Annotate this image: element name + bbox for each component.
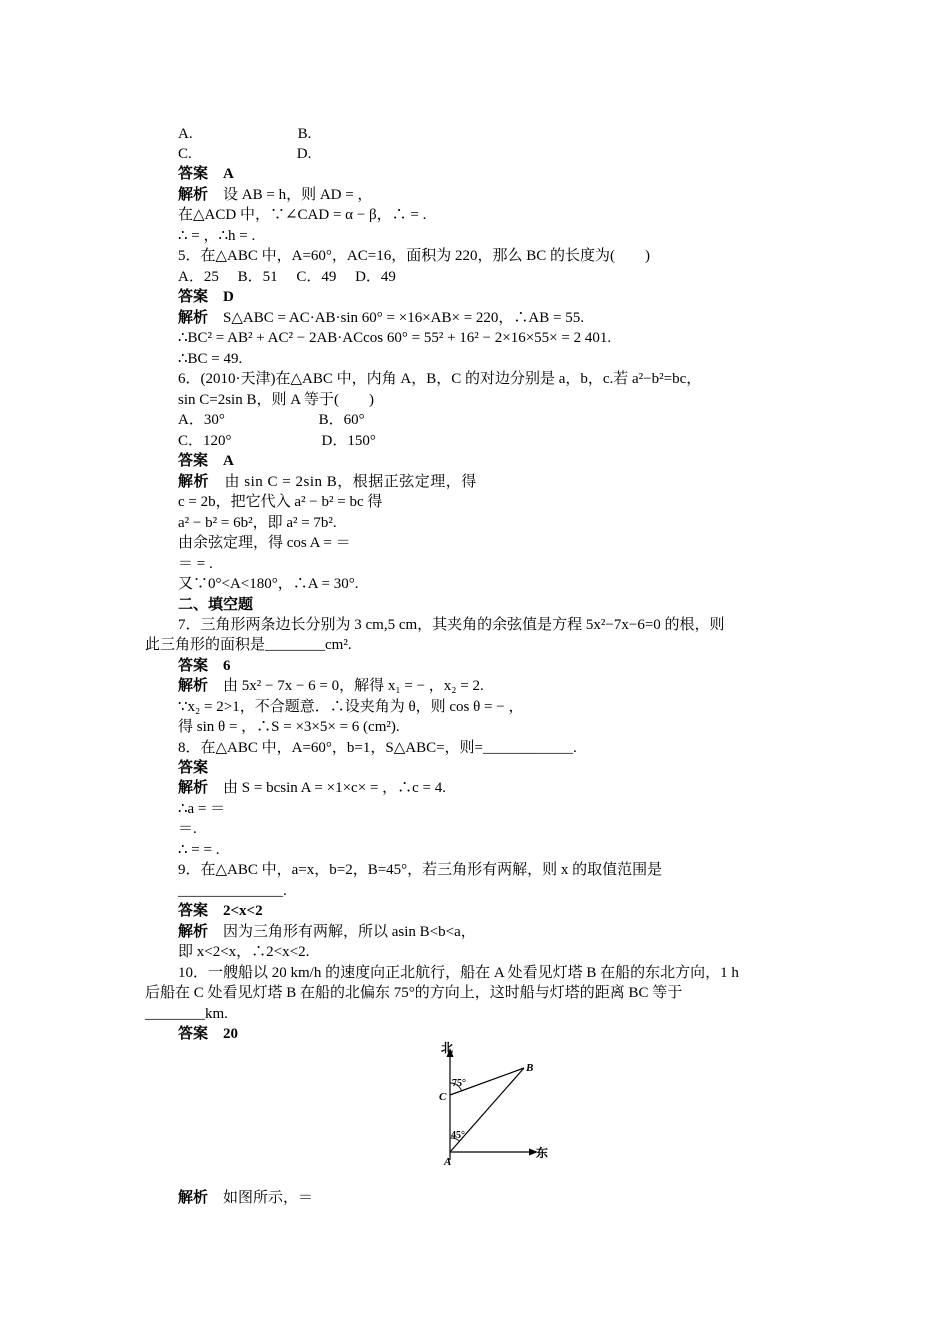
analysis-line: ∴a = ＝ [178, 801, 226, 817]
analysis-line: 解析 设 AB = h，则 AD = ， [178, 187, 373, 203]
question-10-blank: ________km. [145, 1006, 228, 1022]
point-c-label: C [439, 1091, 447, 1103]
analysis-line: ∴BC = 49. [178, 351, 243, 367]
question-9-blank: ______________. [178, 883, 287, 899]
question-7: 7．三角形两条边长分别为 3 cm,5 cm，其夹角的余弦值是方程 5x²−7x−6=0 的根，则 [178, 617, 725, 633]
analysis-line: 解析 因为三角形有两解，所以 asin B<b<a， [178, 924, 476, 940]
analysis-line: 在△ACD 中，∵∠CAD = α − β，∴ = . [178, 207, 427, 223]
question-6-choices-cd: C．120° D．150° [178, 433, 376, 449]
analysis-line: 即 x<2<x，∴2<x<2. [178, 944, 310, 960]
question-10-cont: 后船在 C 处看见灯塔 B 在船的北偏东 75°的方向上，这时船与灯塔的距离 BC 等于 [145, 985, 683, 1001]
question-5: 5．在△ABC 中，A=60°，AC=16，面积为 220，那么 BC 的长度为( ) [178, 248, 650, 264]
question-6: 6．(2010·天津)在△ABC 中，内角 A，B，C 的对边分别是 a，b，c.若 a²−b²=bc， [178, 371, 702, 387]
analysis-line: 解析 由 sin C = 2sin B，根据正弦定理，得 [178, 474, 477, 490]
analysis-line: 由余弦定理，得 cos A = ＝ [178, 535, 351, 551]
analysis-line: 解析 由 S = bcsin A = ×1×c× = ，∴c = 4. [178, 780, 446, 796]
answer-label: 答案 A [178, 453, 234, 469]
analysis-line: 解析 由 5x² − 7x − 6 = 0，解得 x₁ = − ，x₂ = 2. [178, 678, 484, 694]
lighthouse-diagram [436, 1040, 556, 1168]
analysis-line: 又∵0°<A<180°，∴A = 30°. [178, 576, 359, 592]
choice-line-ab: A. B. [178, 126, 312, 142]
angle-a-label: 45° [451, 1130, 465, 1141]
analysis-line: ∴ = ，∴h = . [178, 228, 256, 244]
question-8: 8．在△ABC 中，A=60°，b=1，S△ABC=，则=____________. [178, 740, 577, 756]
analysis-line: 解析 S△ABC = AC·AB·sin 60° = ×16×AB× = 220，∴AB = 55. [178, 310, 584, 326]
angle-c-label: 75° [452, 1078, 466, 1089]
analysis-line: 得 sin θ = ，∴S = ×3×5× = 6 (cm²). [178, 719, 400, 735]
question-7-cont: 此三角形的面积是________cm². [145, 637, 352, 653]
analysis-line: a² − b² = 6b²，即 a² = 7b². [178, 515, 337, 531]
analysis-line: 解析 如图所示，＝ [178, 1190, 314, 1206]
north-label: 北 [441, 1041, 454, 1055]
question-5-choices: A．25 B．51 C．49 D．49 [178, 269, 396, 285]
analysis-line: ＝. [178, 821, 197, 837]
analysis-line: ＝ = . [178, 556, 213, 572]
question-9: 9．在△ABC 中，a=x，b=2，B=45°，若三角形有两解，则 x 的取值范围是 [178, 862, 663, 878]
question-6-choices-ab: A．30° B．60° [178, 412, 365, 428]
question-10: 10．一艘船以 20 km/h 的速度向正北航行，船在 A 处看见灯塔 B 在船的东北方向，1 h [178, 965, 739, 981]
east-label: 东 [536, 1146, 549, 1160]
choice-line-cd: C. D. [178, 146, 312, 162]
question-6-cont: sin C=2sin B，则 A 等于( ) [178, 392, 374, 408]
analysis-line: ∵x₂ = 2>1，不合题意．∴设夹角为 θ，则 cos θ = − ， [178, 699, 524, 715]
answer-label: 答案 2<x<2 [178, 903, 263, 919]
answer-label: 答案 [178, 760, 209, 776]
answer-label: 答案 A [178, 166, 234, 182]
section-heading: 二、填空题 [178, 597, 254, 613]
analysis-line: c = 2b，把它代入 a² − b² = bc 得 [178, 494, 383, 510]
analysis-line: ∴ = = . [178, 842, 220, 858]
point-a-label: A [444, 1156, 452, 1168]
point-b-label: B [526, 1062, 534, 1074]
analysis-line: ∴BC² = AB² + AC² − 2AB·ACcos 60° = 55² + 16² − 2×16×55× = 2 401. [178, 330, 612, 346]
answer-label: 答案 6 [178, 658, 231, 674]
answer-label: 答案 20 [178, 1026, 239, 1042]
answer-label: 答案 D [178, 289, 234, 305]
